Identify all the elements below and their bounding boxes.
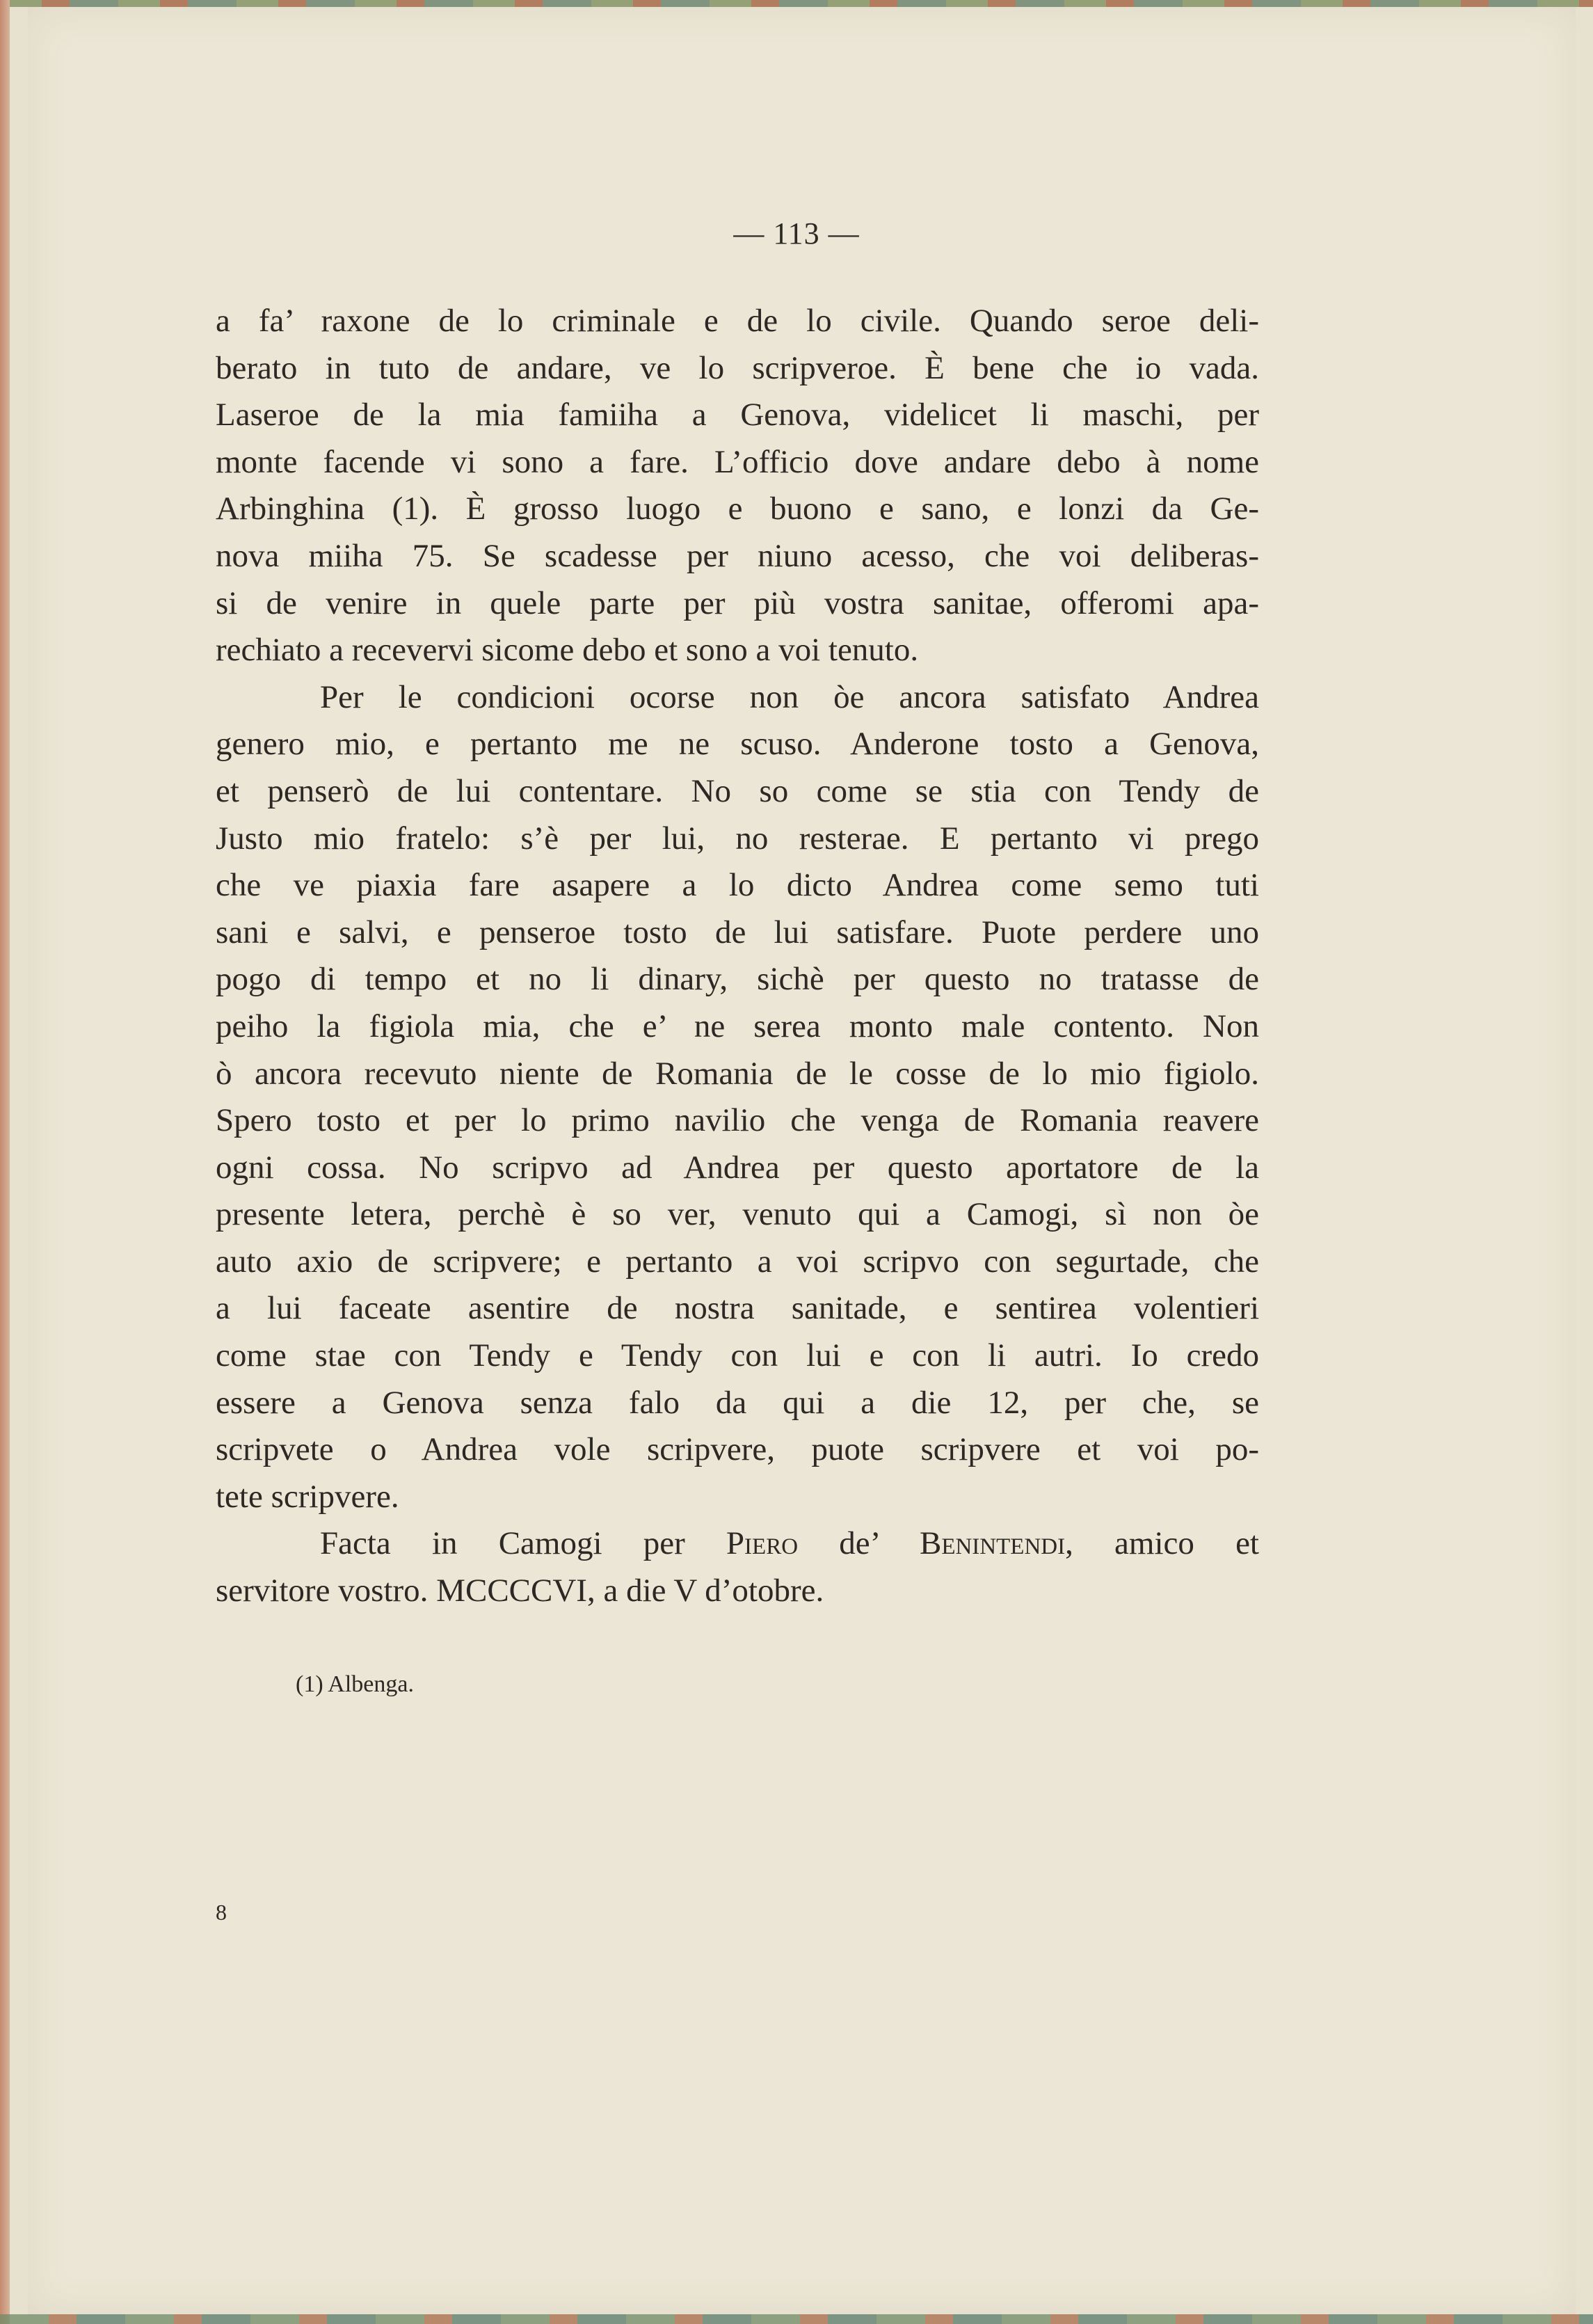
page-number: — 113 — (733, 216, 860, 250)
top-cover-edge (0, 0, 1593, 7)
footnote: (1) Albenga. (296, 1671, 414, 1697)
text-line: tete scripvere. (216, 1478, 399, 1515)
closing-line-1 (216, 1520, 1259, 1568)
text-line: peiho la figiola mia, che e’ ne serea monto male contento. Non (216, 1008, 1259, 1044)
text-line: auto axio de scripvere; e pertanto a voi scripvo con segurtade, che (216, 1243, 1259, 1280)
text-line: rechiato a recevervi sicome debo et sono a voi tenuto. (216, 632, 919, 669)
text-line: genero mio, e pertanto me ne scuso. Anderone tosto a Genova, (216, 726, 1259, 763)
text-line: Arbinghina (1). È grosso luogo e buono e sano, e lonzi da Ge- (216, 491, 1259, 527)
text-line: ò ancora recevuto niente de Romania de le cosse de lo mio figiolo. (216, 1055, 1259, 1092)
closing-text: , amico et (1065, 1525, 1259, 1562)
author-first-name: Piero (726, 1525, 799, 1562)
text-line: a lui faceate asentire de nostra sanitade, e sentirea volentieri (216, 1290, 1259, 1327)
text-line: che ve piaxia fare asapere a lo dicto Andrea come semo tuti (216, 867, 1259, 904)
text-line: berato in tuto de andare, ve lo scripveroe. È bene che io vada. (216, 349, 1259, 386)
text-line: a fa’ raxone de lo criminale e de lo civile. Quando seroe deli- (216, 303, 1259, 339)
author-last-name: Benintendi (919, 1525, 1066, 1562)
closing-text: Facta in Camogi per (320, 1525, 726, 1562)
text-line: si de venire in quele parte per più vostra sanitae, offeromi apa- (216, 584, 1259, 621)
text-line: Spero tosto et per lo primo navilio che venga de Romania reavere (216, 1102, 1259, 1139)
text-line: nova miiha 75. Se scadesse per niuno acesso, che voi deliberas- (216, 537, 1259, 574)
closing-line-2: servitore vostro. MCCCCVI, a die V d’otobre. (216, 1573, 824, 1609)
text-line: et penserò de lui contentare. No so come se stia con Tendy de (216, 772, 1259, 809)
closing-text: de’ (798, 1525, 920, 1562)
text-line: presente letera, perchè è so ver, venuto qui a Camogi, sì non òe (216, 1196, 1259, 1233)
text-line: Justo mio fratelo: s’è per lui, no resterae. E pertanto vi prego (216, 820, 1259, 857)
body-text (216, 298, 1259, 1615)
paragraphs (216, 298, 1259, 1520)
text-line: come stae con Tendy e Tendy con lui e con li autri. Io credo (216, 1337, 1259, 1374)
text-line: sani e salvi, e penseroe tosto de lui satisfare. Puote perdere uno (216, 914, 1259, 950)
text-line: pogo di tempo et no li dinary, sichè per questo no tratasse de (216, 961, 1259, 998)
text-line: Laseroe de la mia famiiha a Genova, videlicet li maschi, per (216, 397, 1259, 433)
text-line: ogni cossa. No scripvo ad Andrea per questo aportatore de la (216, 1149, 1259, 1186)
signature-mark: 8 (216, 1900, 227, 1925)
left-cover-edge (0, 0, 10, 2324)
bottom-cover-edge (0, 2314, 1593, 2324)
text-line: scripvete o Andrea vole scripvere, puote scripvere et voi po- (216, 1431, 1259, 1468)
text-line: monte facende vi sono a fare. L’officio dove andare debo à nome (216, 443, 1259, 480)
text-line: essere a Genova senza falo da qui a die 12, per che, se (216, 1384, 1259, 1421)
text-line: Per le condicioni ocorse non òe ancora satisfato Andrea (320, 678, 1259, 715)
